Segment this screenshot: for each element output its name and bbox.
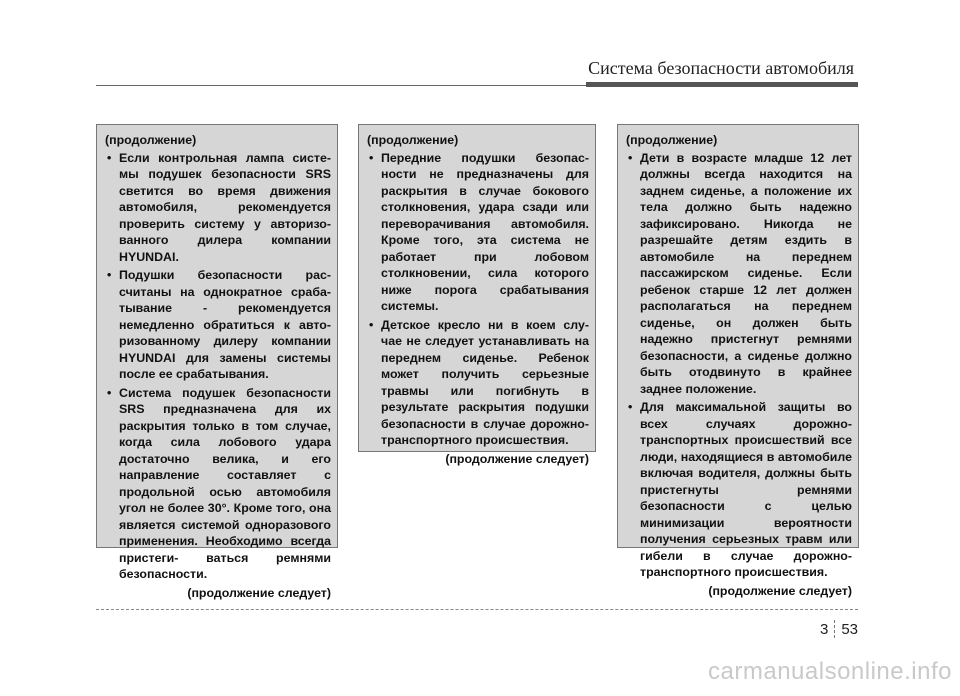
footer-divider (96, 609, 858, 610)
section-number: 3 (819, 620, 829, 638)
header-rule-thin (96, 85, 586, 86)
continued-label: (продолжение) (626, 133, 718, 147)
bullet-item: • Система подушек безопасности SRS предназначена для их раскрытия только в том случае, когда сила лобового удара достаточно велика, и его направление составляет с продольной осью автомобиля угол не более 30°. Кроме того, она является системой одноразового применения. Необходимо всегда пристеги- ваться ремнями безопасности. (105, 385, 331, 583)
bullet-list (105, 150, 331, 583)
bullet-item: • Подушки безопасности рас- считаны на однократное сраба- тывание - рекомендуется немедленно обратиться к авто- ризованному дилеру компании HYUNDAI для замены системы после ее срабатывания. (105, 267, 331, 383)
warning-box-3 (617, 124, 859, 598)
warning-box-2 (358, 124, 596, 466)
bullet-item: • Если контрольная лампа систе- мы подушек безопасности SRS светится во время движения автомобиля, рекомендуется проверить систему у авторизо- ванного дилера компании HYUNDAI. (105, 150, 331, 266)
header-rule-thick (586, 82, 858, 87)
bullet-item: • Для максимальной защиты во всех случаях дорожно- транспортных происшествий все люди, находящиеся в автомобиле включая водителя, должны быть пристегнуты ремнями безопасности с целью минимизации вероятности получения серьезных травм или гибели в случае дорожно- транспортного происшествия. (626, 399, 852, 581)
continued-next-label: (продолжение следует) (445, 451, 589, 466)
bullet-item: • Передние подушки безопас- ности не предназначены для раскрытия в случае бокового столкновения, удара сзади или переворачивания автомобиля. Кроме того, эта система не работает при лобовом столкновении, сила которого ниже порога срабатывания системы. (367, 150, 589, 315)
page-header-title: Система безопасности автомобиля (588, 58, 854, 78)
bullet-list (626, 150, 852, 581)
continued-label: (продолжение) (367, 133, 459, 147)
continued-next-label: (продолжение следует) (187, 585, 331, 600)
bullet-item: • Дети в возрасте младше 12 лет должны всегда находится на заднем сиденье, а положение их тела должно быть надежно зафиксировано. Никогда не разрешайте детям ездить в автомобиле на переднем пассажирском сиденье. Если ребенок старше 12 лет должен располагаться на переднем сиденье, он должен быть надежно пристегнут ремнями безопасности, а сиденье должно быть отодвинуто в крайнее заднее положение. (626, 150, 852, 398)
continued-label: (продолжение) (105, 133, 197, 147)
watermark-text: carmanualsonline.info (708, 658, 952, 685)
continued-next-label: (продолжение следует) (708, 583, 852, 598)
page-number (820, 620, 858, 638)
bullet-list (367, 150, 589, 449)
page-number-separator (834, 620, 835, 638)
bullet-item: • Детское кресло ни в коем слу- чае не следует устанавливать на переднем сиденье. Ребенок может получить серьезные травмы или погибнуть в результате раскрытия подушки безопасности в случае дорожно-транспортного происшествия. (367, 317, 589, 449)
warning-box-1 (96, 124, 338, 600)
page-number-value: 53 (841, 620, 858, 638)
